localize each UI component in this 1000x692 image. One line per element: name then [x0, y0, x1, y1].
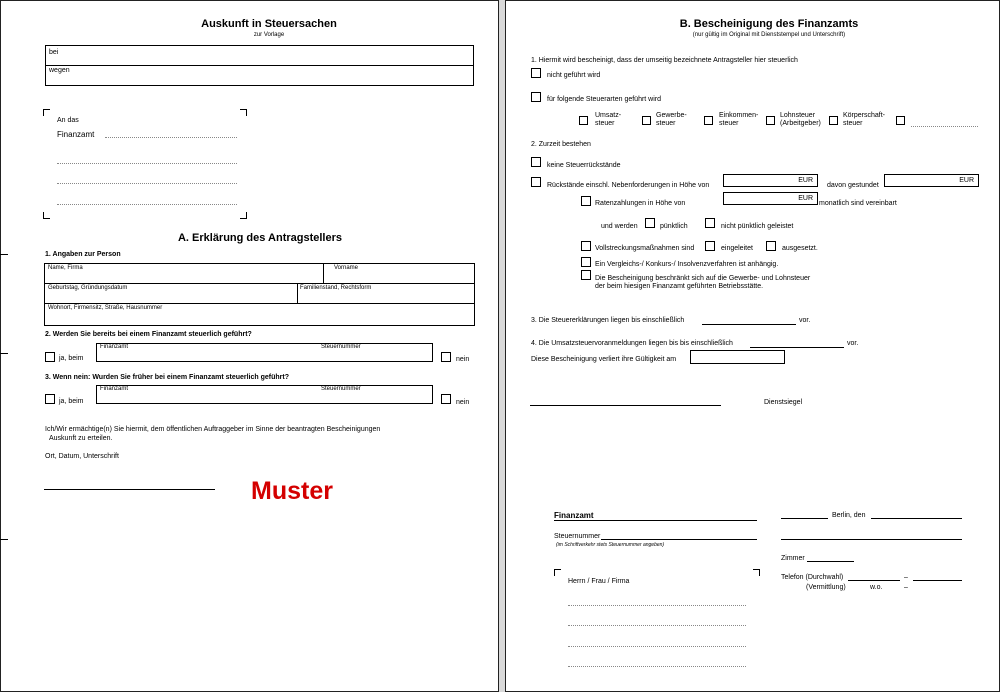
address-corner-tl — [43, 109, 50, 116]
page-a-subtitle: zur Vorlage — [253, 32, 285, 38]
q2-ja-checkbox[interactable] — [45, 352, 55, 362]
office-finanzamt-line[interactable] — [554, 520, 757, 521]
puenktlich-checkbox[interactable] — [645, 218, 655, 228]
lohnsteuer-label-2: (Arbeitgeber) — [780, 120, 821, 127]
vollstreckung-checkbox[interactable] — [581, 241, 591, 251]
beschraenkt-label-2: der beim hiesigen Finanzamt geführten Betriebsstätte. — [595, 283, 764, 290]
raten-label: Ratenzahlungen in Höhe von — [595, 200, 686, 207]
other-tax-checkbox[interactable] — [896, 116, 905, 125]
folgende-checkbox[interactable] — [531, 92, 541, 102]
q2-ja-label: ja, beim — [59, 355, 84, 362]
signature-line-b[interactable] — [530, 405, 721, 406]
telefon-line-2[interactable] — [913, 580, 962, 581]
office-right-line[interactable] — [781, 539, 962, 540]
page-b-title: B. Bescheinigung des Finanzamts — [679, 18, 859, 30]
eingeleitet-label: eingeleitet — [721, 245, 753, 252]
lohnsteuer-label-1: Lohnsteuer — [780, 112, 816, 119]
davon-label: davon gestundet — [827, 182, 879, 189]
keine-checkbox[interactable] — [531, 157, 541, 167]
q2-finanzamt-box[interactable] — [96, 343, 433, 362]
vermittlung-dash: – — [904, 584, 908, 591]
recipient-line-2[interactable] — [568, 625, 746, 626]
signature-line[interactable] — [44, 489, 215, 490]
raten-amount-field[interactable]: EUR — [723, 192, 818, 205]
wegen-label: wegen — [49, 67, 70, 74]
telefon-line-1[interactable] — [848, 580, 900, 581]
einkommensteuer-label-2: steuer — [719, 120, 739, 127]
consent-text-line-2: Auskunft zu erteilen. — [49, 435, 113, 442]
koerperschaftsteuer-label-1: Körperschaft- — [843, 112, 886, 119]
muster-watermark: Muster — [251, 477, 333, 505]
punch-mark-3 — [0, 539, 8, 540]
q3-nein-label: nein — [456, 399, 470, 406]
page-a-title: Auskunft in Steuersachen — [201, 18, 337, 30]
einkommensteuer-checkbox[interactable] — [704, 116, 713, 125]
recipient-line-4[interactable] — [568, 666, 746, 667]
p2-text: 2. Zurzeit bestehen — [531, 141, 591, 148]
office-steuernummer-label: Steuernummer — [554, 533, 601, 540]
rueckstaende-amount-field[interactable]: EUR — [723, 174, 818, 187]
q2-heading: 2. Werden Sie bereits bei einem Finanzamt steuerlich geführt? — [45, 331, 252, 338]
puenktlich-label: pünktlich — [660, 223, 688, 230]
geburtstag-label: Geburtstag, Gründungsdatum — [48, 285, 128, 291]
consent-text-line-1: Ich/Wir ermächtige(n) Sie hiermit, dem öffentlichen Auftraggeber im Sinne der beantragten Bescheinigungen — [45, 426, 381, 433]
gewerbesteuer-label-1: Gewerbe- — [656, 112, 687, 119]
dienstsiegel-label: Dienstsiegel — [764, 399, 803, 406]
berlin-date-line-1[interactable] — [781, 518, 828, 519]
q3-nein-checkbox[interactable] — [441, 394, 451, 404]
office-finanzamt-label: Finanzamt — [554, 511, 594, 520]
vollstreckung-label: Vollstreckungsmaßnahmen sind — [595, 245, 695, 252]
eingeleitet-checkbox[interactable] — [705, 241, 715, 251]
schriftverkehr-note: (im Schriftverkehr stets Steuernummer angeben) — [556, 542, 665, 548]
lohnsteuer-checkbox[interactable] — [766, 116, 775, 125]
nicht-puenktlich-checkbox[interactable] — [705, 218, 715, 228]
address-corner-bl — [43, 212, 50, 219]
berlin-den-label: Berlin, den — [832, 512, 866, 519]
vergleich-checkbox[interactable] — [581, 257, 591, 267]
name-firma-label: Name, Firma — [48, 265, 83, 271]
beschraenkt-label-1: Die Bescheinigung beschränkt sich auf die Gewerbe- und Lohnsteuer — [595, 275, 811, 282]
punch-mark-1 — [0, 254, 8, 255]
form-page-a — [0, 0, 499, 692]
finanzamt-address-line[interactable] — [105, 137, 237, 138]
familienstand-label: Familienstand, Rechtsform — [300, 285, 372, 291]
gestundet-amount-field[interactable]: EUR — [884, 174, 979, 187]
recipient-line-3[interactable] — [568, 646, 746, 647]
zimmer-label: Zimmer — [781, 555, 805, 562]
q3-ja-checkbox[interactable] — [45, 394, 55, 404]
recipient-corner-tr — [753, 569, 760, 576]
q3-finanzamt-label: Finanzamt — [100, 386, 129, 392]
q2-steuernummer-label: Steuernummer — [321, 344, 361, 350]
recipient-corner-tl — [554, 569, 561, 576]
punch-mark-2 — [0, 353, 8, 354]
einkommensteuer-label-1: Einkommen- — [719, 112, 759, 119]
vorname-divider — [323, 264, 324, 283]
form-page-b — [505, 0, 1000, 692]
familienstand-divider — [297, 283, 298, 303]
recipient-line-1[interactable] — [568, 605, 746, 606]
q3-ja-label: ja, beim — [59, 398, 84, 405]
nicht-puenktlich-label: nicht pünktlich geleistet — [721, 223, 794, 230]
telefon-dash: – — [904, 574, 908, 581]
gewerbesteuer-checkbox[interactable] — [642, 116, 651, 125]
row-divider-1 — [45, 283, 474, 284]
q2-finanzamt-label: Finanzamt — [100, 344, 129, 350]
vergleich-label: Ein Vergleichs-/ Konkurs-/ Insolvenzverfahren ist anhängig. — [595, 261, 779, 268]
umsatzsteuer-checkbox[interactable] — [579, 116, 588, 125]
monatlich-label: monatlich sind vereinbart — [819, 200, 897, 207]
und-werden-label: und werden — [601, 223, 638, 230]
finanzamt-label: Finanzamt — [57, 130, 95, 139]
ort-datum-label: Ort, Datum, Unterschrift — [45, 453, 119, 460]
bei-wegen-box — [45, 45, 474, 86]
address-line-1[interactable] — [57, 163, 237, 164]
q3-heading: 3. Wenn nein: Wurden Sie früher bei einem Finanzamt steuerlich geführt? — [45, 374, 289, 381]
nicht-gefuehrt-label: nicht geführt wird — [547, 72, 601, 79]
koerperschaftsteuer-label-2: steuer — [843, 120, 863, 127]
p4-date-line[interactable] — [750, 347, 844, 348]
keine-label: keine Steuerrückstände — [547, 162, 621, 169]
q2-nein-label: nein — [456, 356, 470, 363]
q3-finanzamt-box[interactable] — [96, 385, 433, 404]
folgende-label: für folgende Steuerarten geführt wird — [547, 96, 662, 103]
bei-label: bei — [49, 49, 59, 56]
rueckstaende-label: Rückstände einschl. Nebenforderungen in Höhe von — [547, 182, 710, 189]
section-a-title: A. Erklärung des Antragstellers — [177, 232, 343, 244]
p3-text: 3. Die Steuererklärungen liegen bis einschließlich — [531, 317, 685, 324]
wo-label: w.o. — [870, 584, 883, 591]
koerperschaftsteuer-checkbox[interactable] — [829, 116, 838, 125]
raten-checkbox[interactable] — [581, 196, 591, 206]
other-tax-line[interactable] — [911, 126, 978, 127]
ausgesetzt-label: ausgesetzt. — [782, 245, 818, 252]
rueckstaende-checkbox[interactable] — [531, 177, 541, 187]
office-steuernummer-line[interactable] — [601, 539, 757, 540]
page-b-subtitle: (nur gültig im Original mit Dienststempel und Unterschrift) — [692, 32, 846, 38]
vorname-label: Vorname — [334, 265, 359, 271]
nicht-gefuehrt-checkbox[interactable] — [531, 68, 541, 78]
umsatzsteuer-label-2: steuer — [595, 120, 615, 127]
umsatzsteuer-label-1: Umsatz- — [595, 112, 622, 119]
address-corner-br — [240, 212, 247, 219]
herrn-frau-firma-label: Herrn / Frau / Firma — [568, 578, 630, 585]
p3-vor: vor. — [799, 317, 811, 324]
gewerbesteuer-label-2: steuer — [656, 120, 676, 127]
row-divider-2 — [45, 303, 474, 304]
address-line-2[interactable] — [57, 183, 237, 184]
beschraenkt-checkbox[interactable] — [581, 270, 591, 280]
ausgesetzt-checkbox[interactable] — [766, 241, 776, 251]
q3-steuernummer-label: Steuernummer — [321, 386, 361, 392]
telefon-label: Telefon (Durchwahl) — [781, 574, 844, 581]
address-corner-tr — [240, 109, 247, 116]
q2-nein-checkbox[interactable] — [441, 352, 451, 362]
personal-data-table — [44, 263, 475, 326]
vermittlung-label: (Vermittlung) — [806, 584, 846, 591]
p3-date-line[interactable] — [702, 324, 796, 325]
an-das-label: An das — [57, 117, 79, 124]
zimmer-line[interactable] — [807, 561, 854, 562]
gueltigkeit-label: Diese Bescheinigung verliert ihre Gültigkeit am — [531, 356, 677, 363]
wohnort-label: Wohnort, Firmensitz, Straße, Hausnummer — [48, 305, 163, 311]
p4-text: 4. Die Umsatzsteuervoranmeldungen liegen bis bis einschließlich — [531, 340, 733, 347]
q1-heading: 1. Angaben zur Person — [45, 251, 121, 258]
p1-text: 1. Hiermit wird bescheinigt, dass der umseitig bezeichnete Antragsteller hier steuerlich — [531, 57, 798, 64]
address-line-3[interactable] — [57, 204, 237, 205]
bei-wegen-divider — [46, 65, 473, 66]
gueltigkeit-field[interactable] — [690, 350, 785, 364]
berlin-date-line-2[interactable] — [871, 518, 962, 519]
p4-vor: vor. — [847, 340, 859, 347]
